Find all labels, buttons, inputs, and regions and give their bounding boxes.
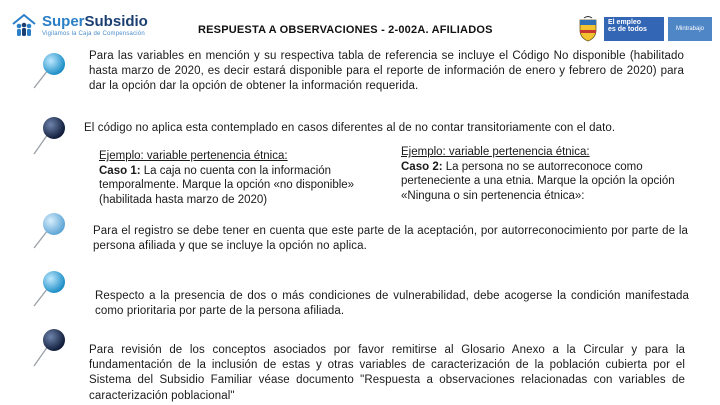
paragraph-autorreconocimiento: Para el registro se debe tener en cuenta que este parte de la aceptación, por autorreconocimiento por parte de la persona afiliada y que se incluye la opción no aplica. (93, 225, 688, 253)
government-logos (576, 16, 712, 42)
light-pushpin-icon (26, 210, 70, 254)
case-label: Caso 2: (401, 160, 443, 173)
empleo-logo-line2: es de todos (608, 26, 647, 34)
logo-name (42, 14, 148, 29)
supersubsidio-logo (10, 10, 148, 40)
paragraph-codigo-no-disponible: Para las variables en mención y su respectiva tabla de referencia se incluye el Código No disponible (habilitado hasta marzo de 2020, es decir estará disponible para el reporte de información de enero y febrero de 2020) para dar la opción dar la opción de obtener la información requerida. (89, 50, 684, 93)
empleo-logo (604, 17, 664, 41)
case-label: Caso 1: (99, 164, 141, 177)
light-pushpin-icon (26, 50, 70, 94)
paragraph-glosario: Para revisión de los conceptos asociados por favor remitirse al Glosario Anexo a la Circular y para la fundamentación de la inclusión de estas y otras variables de caracterización de la población cubierta por el Sistema del Subsidio Familiar véase documento "Respuesta a observaciones relacionadas con variables de caracterización poblacional" (89, 344, 685, 402)
dark-pushpin-icon (26, 114, 70, 158)
coat-of-arms-icon (576, 16, 600, 42)
example-title: Ejemplo: variable pertenencia étnica: (99, 150, 288, 162)
case-text: La persona no se autorreconoce como perteneciente a una etnia. Marque la opción la opción «Ninguna o sin pertenencia étnica»: (401, 160, 675, 203)
empleo-logo-line1: El empleo (608, 19, 642, 26)
house-people-icon (10, 12, 38, 38)
paragraph-codigo-no-aplica: El código no aplica esta contemplado en casos diferentes al de no contar transitoriamente con el dato. (84, 122, 616, 134)
light-pushpin-icon (26, 268, 70, 312)
case-text: La caja no cuenta con la información temporalmente. Marque la opción «no disponible» (habilitada hasta marzo de 2020) (99, 164, 355, 207)
logo-name-part2: Subsidio (84, 12, 148, 30)
example-case-2 (401, 145, 683, 204)
paragraph-vulnerabilidad: Respecto a la presencia de dos o más condiciones de vulnerabilidad, debe acogerse la condición manifestada como prioritaria por parte de la persona afiliada. (95, 290, 689, 318)
mintrabajo-logo: Mintrabajo (668, 17, 712, 41)
dark-pushpin-icon (26, 326, 70, 370)
example-case-1 (99, 149, 369, 208)
page-title: RESPUESTA A OBSERVACIONES - 2-002A. AFILIADOS (198, 24, 493, 36)
logo-name-part1: Super (42, 12, 85, 30)
logo-tagline: Vigilamos la Caja de Compensación (42, 30, 145, 37)
example-title: Ejemplo: variable pertenencia étnica: (401, 146, 590, 158)
header (0, 0, 720, 48)
